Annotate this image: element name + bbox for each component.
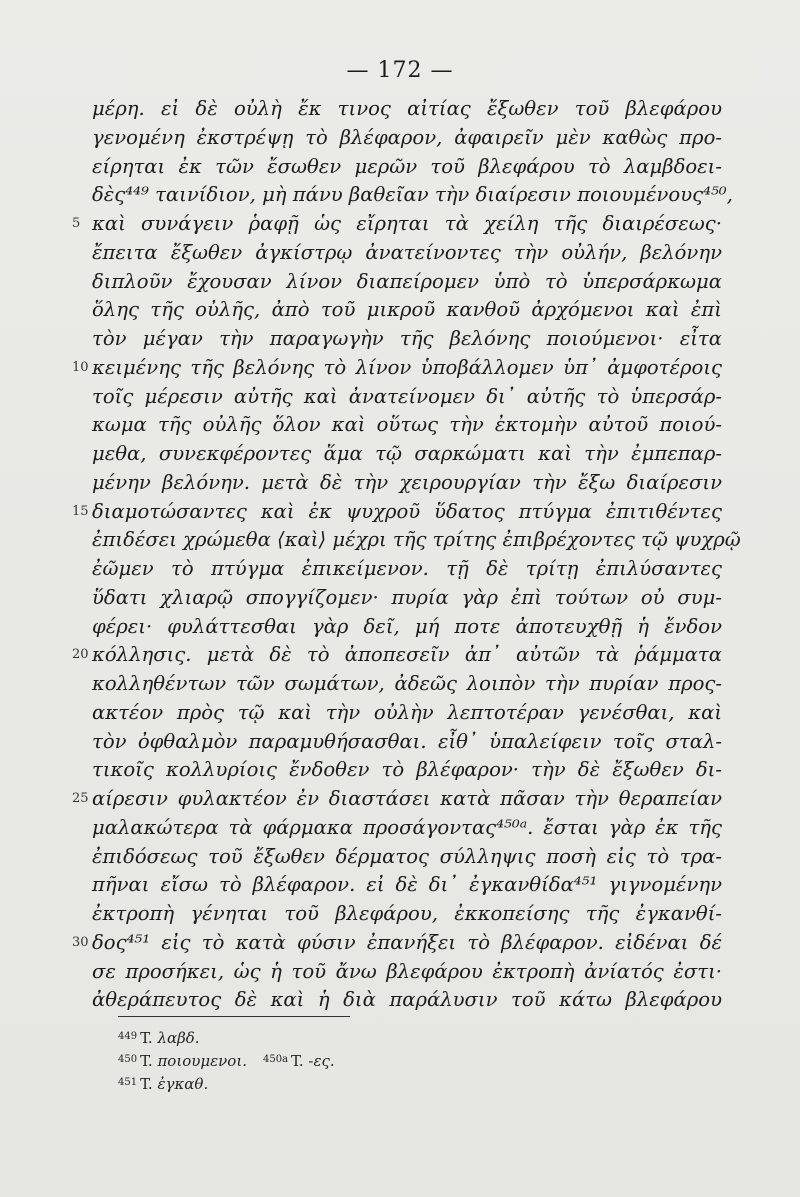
line-text: γενομένη ἐκστρέψῃ τὸ βλέφαρον, ἀφαιρεῖν μὲν καθὼς προ- [92, 125, 722, 149]
footnote-row [118, 1049, 518, 1072]
footnote-number: 450a [262, 1054, 289, 1065]
line-text: είρηται ἐκ τῶν ἔσωθεν μερῶν τοῦ βλεφάρου τὸ λαμβδοει- [92, 154, 722, 178]
line-text: κωμα τῆς οὐλῆς ὅλον καὶ οὕτως τὴν ἐκτομὴν αὐτοῦ ποιού- [92, 413, 722, 437]
line-number: 20 [72, 647, 89, 663]
line-text: δος⁴⁵¹ εἰς τὸ κατὰ φύσιν ἐπανήξει τὸ βλέφαρον. εἰδέναι δέ [92, 930, 722, 954]
line-number: 15 [72, 503, 89, 519]
text-line [92, 296, 722, 325]
footnote-divider [118, 1016, 350, 1017]
line-number: 25 [72, 791, 89, 806]
text-line [92, 699, 722, 728]
text-line [92, 239, 722, 268]
main-text [72, 95, 741, 1015]
footnote-number: 451 [118, 1077, 138, 1088]
footnote-label: T. [140, 1075, 153, 1093]
footnote-text: ἐγκαθ. [157, 1075, 209, 1093]
footnote-text: -ες. [308, 1052, 335, 1070]
text-line [92, 268, 722, 297]
line-text: ἔπειτα ἔξωθεν ἀγκίστρῳ ἀνατείνοντες τὴν οὐλήν, βελόνην [92, 240, 722, 264]
footnotes [118, 1026, 518, 1095]
line-text: ἐπιδόσεως τοῦ ἔξωθεν δέρματος σύλληψις ποσὴ εἰς τὸ τρα- [92, 844, 722, 868]
text-line [92, 153, 722, 182]
text-line [92, 814, 722, 843]
text-line [92, 670, 722, 699]
footnote-row [118, 1072, 518, 1095]
text-line [92, 584, 722, 613]
text-line [92, 958, 722, 987]
line-text: μαλακώτερα τὰ φάρμακα προσάγοντας⁴⁵⁰ᵃ. ἔσται γὰρ ἐκ τῆς [92, 815, 722, 839]
footnote-row [118, 1026, 518, 1049]
footnote-text: ποιουμενοι. [157, 1052, 247, 1070]
line-text: σε προσήκει, ὡς ἡ τοῦ ἄνω βλεφάρου ἐκτροπὴ ἀνίατός ἐστι· [92, 959, 722, 983]
line-text: ακτέον πρὸς τῷ καὶ τὴν οὐλὴν λεπτοτέραν γενέσθαι, καὶ [92, 700, 722, 724]
text-line [92, 871, 722, 900]
line-text: τὸν μέγαν τὴν παραγωγὴν τῆς βελόνης ποιούμενοι· εἶτα [92, 327, 722, 350]
line-text: φέρει· φυλάττεσθαι γὰρ δεῖ, μή ποτε ἀποτευχθῇ ἡ ἔνδον [92, 614, 722, 638]
line-text: αίρεσιν φυλακτέον ἐν διαστάσει κατὰ πᾶσαν τὴν θεραπείαν [92, 787, 722, 810]
footnote-number: 450 [118, 1054, 138, 1065]
footnote-label: T. [140, 1052, 153, 1070]
text-line [92, 756, 722, 785]
line-text: δὲς⁴⁴⁹ ταινίδιον, μὴ πάνυ βαθεῖαν τὴν διαίρεσιν ποιουμένους⁴⁵⁰, [92, 183, 733, 207]
footnote-number: 449 [118, 1031, 138, 1042]
line-text: διαμοτώσαντες καὶ ἐκ ψυχροῦ ὕδατος πτύγμα ἐπιτιθέντες [92, 499, 722, 523]
text-line [92, 383, 722, 412]
line-text: μένην βελόνην. μετὰ δὲ τὴν χειρουργίαν τὴν ἔξω διαίρεσιν [92, 470, 722, 494]
line-text: τικοῖς κολλυρίοις ἔνδοθεν τὸ βλέφαρον· τὴν δὲ ἔξωθεν δι- [92, 758, 722, 782]
text-line [92, 325, 722, 354]
text-line [92, 986, 722, 1015]
text-line [92, 900, 722, 929]
line-text: πῆναι εἴσω τὸ βλέφαρον. εἰ δὲ δι᾽ ἐγκανθίδα⁴⁵¹ γιγνομένην [92, 873, 722, 897]
text-line [72, 210, 722, 239]
footnote-label: T. [140, 1029, 153, 1047]
text-line [72, 354, 722, 383]
line-text: διπλοῦν ἔχουσαν λίνον διαπείρομεν ὑπὸ τὸ ὑπερσάρκωμα [92, 269, 722, 293]
line-text: ὅλης τῆς οὐλῆς, ἀπὸ τοῦ μικροῦ κανθοῦ ἀρχόμενοι καὶ ἐπὶ [92, 298, 722, 322]
line-text: ἀθεράπευτος δὲ καὶ ἡ διὰ παράλυσιν τοῦ κάτω βλεφάρου [92, 988, 722, 1012]
text-line [92, 526, 741, 555]
text-line [92, 469, 722, 498]
line-text: μεθα, συνεκφέροντες ἅμα τῷ σαρκώματι καὶ τὴν ἐμπεπαρ- [92, 442, 722, 465]
text-line [92, 613, 722, 642]
text-line [72, 498, 722, 527]
line-text: κολληθέντων τῶν σωμάτων, ἀδεῶς λοιπὸν τὴν πυρίαν προς- [92, 672, 722, 695]
text-line [92, 843, 722, 872]
line-text: μέρη. εἰ δὲ οὐλὴ ἔκ τινος αἰτίας ἔξωθεν τοῦ βλεφάρου [92, 97, 722, 120]
line-text: τοῖς μέρεσιν αὐτῆς καὶ ἀνατείνομεν δι᾽ αὐτῆς τὸ ὑπερσάρ- [92, 384, 722, 408]
text-line [92, 555, 722, 584]
text-line [72, 929, 722, 958]
footnote-label: T. [291, 1052, 304, 1070]
text-line [92, 95, 722, 124]
text-line [92, 181, 733, 210]
line-text: ὕδατι χλιαρῷ σπογγίζομεν· πυρία γὰρ ἐπὶ τούτων οὐ συμ- [92, 585, 722, 609]
text-line [92, 440, 722, 469]
line-number: 10 [72, 359, 89, 375]
line-number: 5 [72, 216, 81, 231]
text-line [92, 124, 722, 153]
page-number: — 172 — [346, 58, 454, 83]
text-line [72, 641, 722, 670]
line-text: ἐπιδέσει χρώμεθα ⟨καὶ⟩ μέχρι τῆς τρίτης ἐπιβρέχοντες τῷ ψυχρῷ [92, 528, 741, 552]
text-line [92, 411, 722, 440]
line-text: κειμένης τῆς βελόνης τὸ λίνον ὑποβάλλομεν ὑπ᾽ ἀμφοτέροις [92, 355, 722, 379]
text-line [92, 728, 722, 757]
line-text: κόλλησις. μετὰ δὲ τὸ ἀποπεσεῖν ἀπ᾽ αὐτῶν τὰ ῥάμματα [92, 643, 722, 667]
footnote-text: λαβδ. [157, 1029, 200, 1047]
line-text: ἐκτροπὴ γένηται τοῦ βλεφάρου, ἐκκοπείσης τῆς ἐγκανθί- [92, 902, 722, 925]
line-text: ἐῶμεν τὸ πτύγμα ἐπικείμενον. τῇ δὲ τρίτῃ ἐπιλύσαντες [92, 557, 722, 580]
line-text: τὸν ὀφθαλμὸν παραμυθήσασθαι. εἶθ᾽ ὑπαλείφειν τοῖς σταλ- [92, 729, 722, 753]
line-text: καὶ συνάγειν ῥαφῇ ὡς εἴρηται τὰ χείλη τῆς διαιρέσεως· [92, 212, 722, 235]
line-number: 30 [72, 934, 89, 950]
text-line [72, 785, 722, 814]
